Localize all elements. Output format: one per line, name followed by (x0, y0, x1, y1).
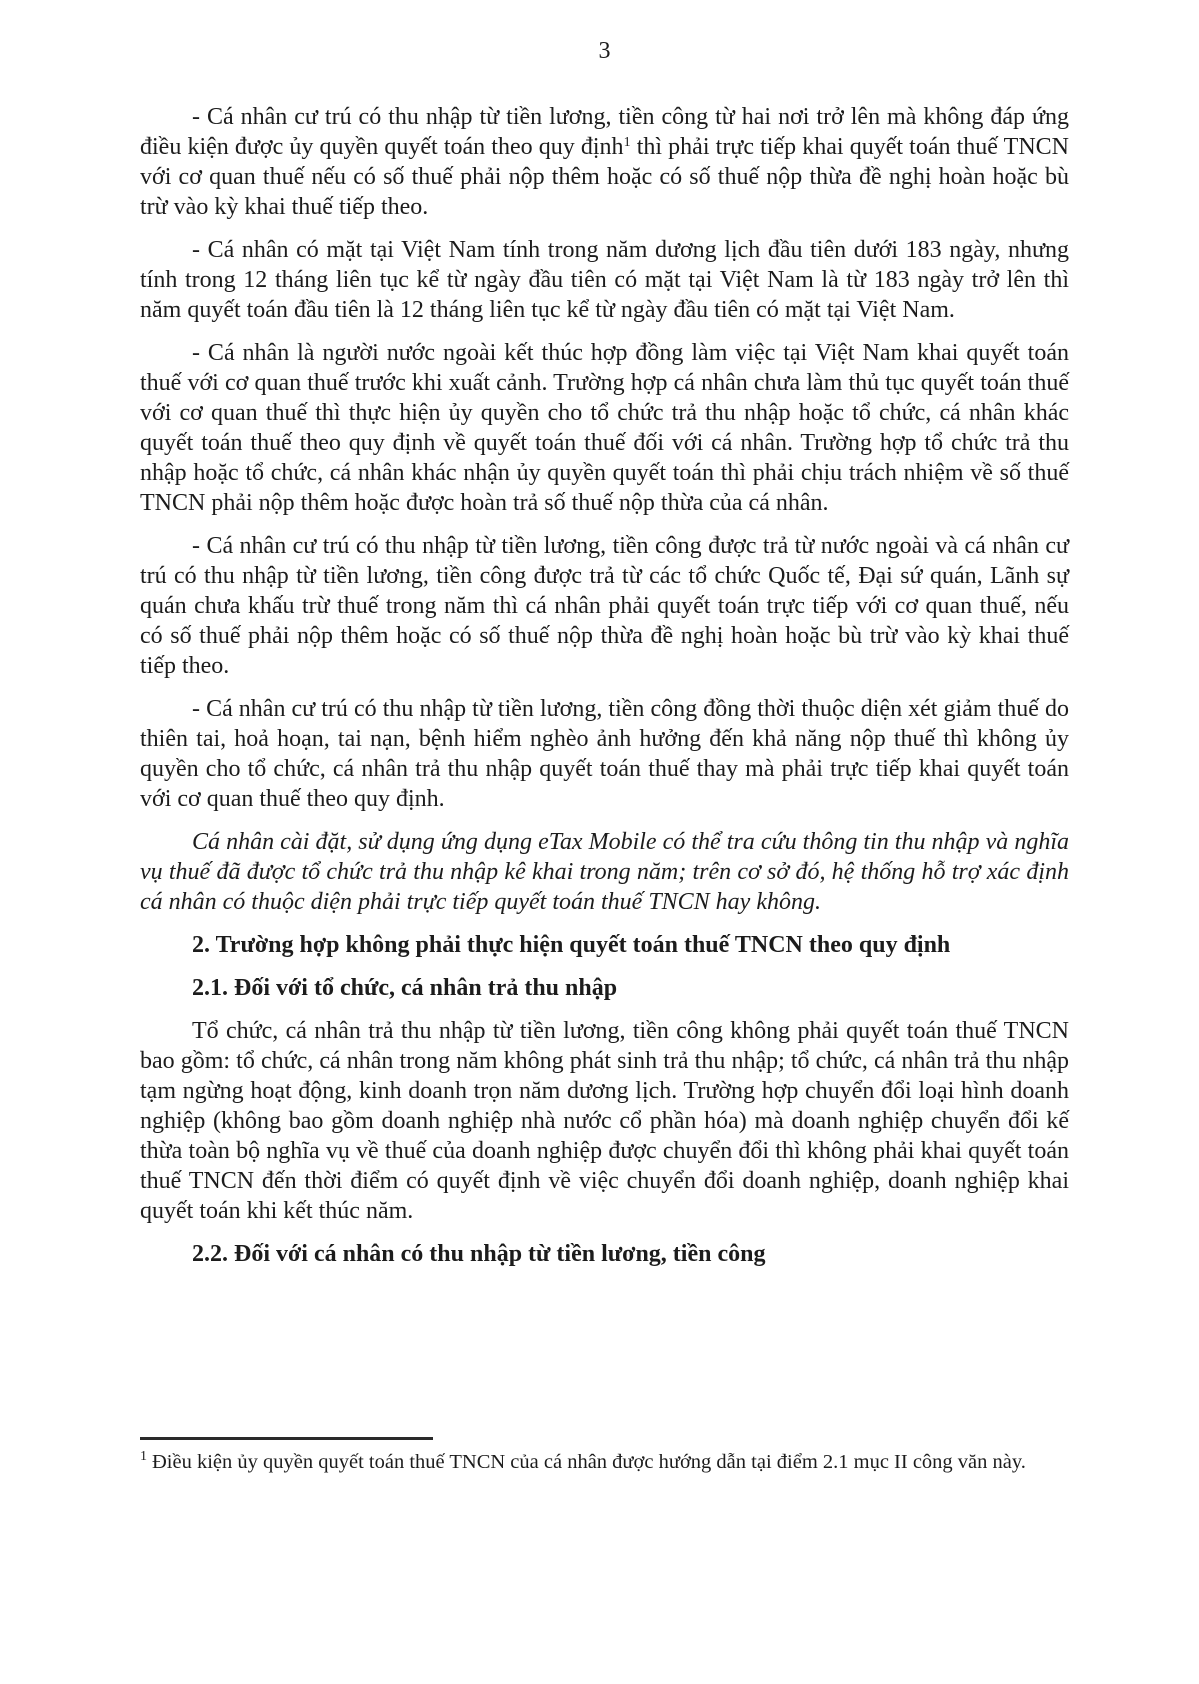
page-number: 3 (598, 38, 611, 64)
footnote-separator-rule (140, 1437, 433, 1440)
section-heading-2-2: 2.2. Đối với cá nhân có thu nhập từ tiền lương, tiền công (192, 1241, 766, 1267)
paragraph-etax-mobile-note: Cá nhân cài đặt, sử dụng ứng dụng eTax Mobile có thể tra cứu thông tin thu nhập và nghĩa vụ thuế đã được tổ chức trả thu nhập kê khai trong năm; trên cơ sở đó, hệ thống hỗ trợ xác định cá nhân có thuộc diện phải trực tiếp quyết toán thuế TNCN hay không. (140, 829, 1069, 915)
paragraph-disaster-tax-reduction: - Cá nhân cư trú có thu nhập từ tiền lương, tiền công đồng thời thuộc diện xét giảm thuế do thiên tai, hoả hoạn, tai nạn, bệnh hiểm nghèo ảnh hưởng đến khả năng nộp thuế thì không ủy quyền cho tổ chức, cá nhân trả thu nhập quyết toán thuế thay mà phải trực tiếp khai quyết toán với cơ quan thuế theo quy định. (140, 696, 1069, 812)
paragraph-foreigner-contract-end: - Cá nhân là người nước ngoài kết thúc hợp đồng làm việc tại Việt Nam khai quyết toán thuế với cơ quan thuế trước khi xuất cảnh. Trường hợp cá nhân chưa làm thủ tục quyết toán thuế với cơ quan thuế thì thực hiện ủy quyền cho tổ chức trả thu nhập hoặc tổ chức, cá nhân khác quyết toán thuế theo quy định về quyết toán thuế đối với cá nhân. Trường hợp tổ chức trả thu nhập hoặc tổ chức, cá nhân khác nhận ủy quyền quyết toán thì phải chịu trách nhiệm về số thuế TNCN phải nộp thêm hoặc được hoàn trả số thuế nộp thừa của cá nhân. (140, 340, 1069, 516)
footnote (140, 1437, 1069, 1475)
footnote-1-text: Điều kiện ủy quyền quyết toán thuế TNCN của cá nhân được hướng dẫn tại điểm 2.1 mục II công văn này. (152, 1451, 1026, 1473)
paragraph-multi-source-income-text: - Cá nhân cư trú có thu nhập từ tiền lương, tiền công từ hai nơi trở lên mà không đáp ứng điều kiện được ủy quyền quyết toán theo quy định (140, 104, 1069, 160)
paragraph-income-paid-from-abroad: - Cá nhân cư trú có thu nhập từ tiền lương, tiền công được trả từ nước ngoài và cá nhân cư trú có thu nhập từ tiền lương, tiền công được trả từ các tổ chức Quốc tế, Đại sứ quán, Lãnh sự quán chưa khấu trừ thuế trong năm thì cá nhân phải quyết toán trực tiếp với cơ quan thuế, nếu có số thuế phải nộp thêm hoặc có số thuế nộp thừa đề nghị hoàn hoặc bù trừ vào kỳ khai thuế tiếp theo. (140, 533, 1069, 679)
footnote-reference-superscript: 1 (623, 135, 631, 151)
section-heading-2-1: 2.1. Đối với tổ chức, cá nhân trả thu nhập (192, 975, 618, 1001)
section-heading-2: 2. Trường hợp không phải thực hiện quyết toán thuế TNCN theo quy định (192, 932, 951, 958)
paragraph-multi-source-income (140, 102, 1069, 222)
paragraph-first-year-183-days: - Cá nhân có mặt tại Việt Nam tính trong năm dương lịch đầu tiên dưới 183 ngày, nhưng tính trong 12 tháng liên tục kể từ ngày đầu tiên có mặt tại Việt Nam là từ 183 ngày trở lên thì năm quyết toán đầu tiên là 12 tháng liên tục kể từ ngày đầu tiên có mặt tại Việt Nam. (140, 237, 1069, 323)
paragraph-org-no-settlement-cases: Tổ chức, cá nhân trả thu nhập từ tiền lương, tiền công không phải quyết toán thuế TNCN bao gồm: tổ chức, cá nhân trong năm không phát sinh trả thu nhập; tổ chức, cá nhân trả thu nhập tạm ngừng hoạt động, kinh doanh trọn năm dương lịch. Trường hợp chuyển đổi loại hình doanh nghiệp (không bao gồm doanh nghiệp nhà nước cổ phần hóa) mà doanh nghiệp chuyển đổi kế thừa toàn bộ nghĩa vụ về thuế của doanh nghiệp được chuyển đổi thì không phải khai quyết toán thuế TNCN đến thời điểm có quyết định về việc chuyển đổi doanh nghiệp, doanh nghiệp khai quyết toán khi kết thúc năm. (140, 1018, 1069, 1224)
footnote-1 (140, 1449, 1069, 1475)
paragraph-multi-source-income-continuation: thì phải trực tiếp khai quyết toán thuế TNCN với cơ quan thuế nếu có số thuế phải nộp thêm hoặc có số thuế nộp thừa đề nghị hoàn hoặc bù trừ vào kỳ khai thuế tiếp theo. (140, 134, 1069, 220)
text-column (140, 36, 1069, 1282)
footnote-1-marker: 1 (140, 1449, 147, 1465)
